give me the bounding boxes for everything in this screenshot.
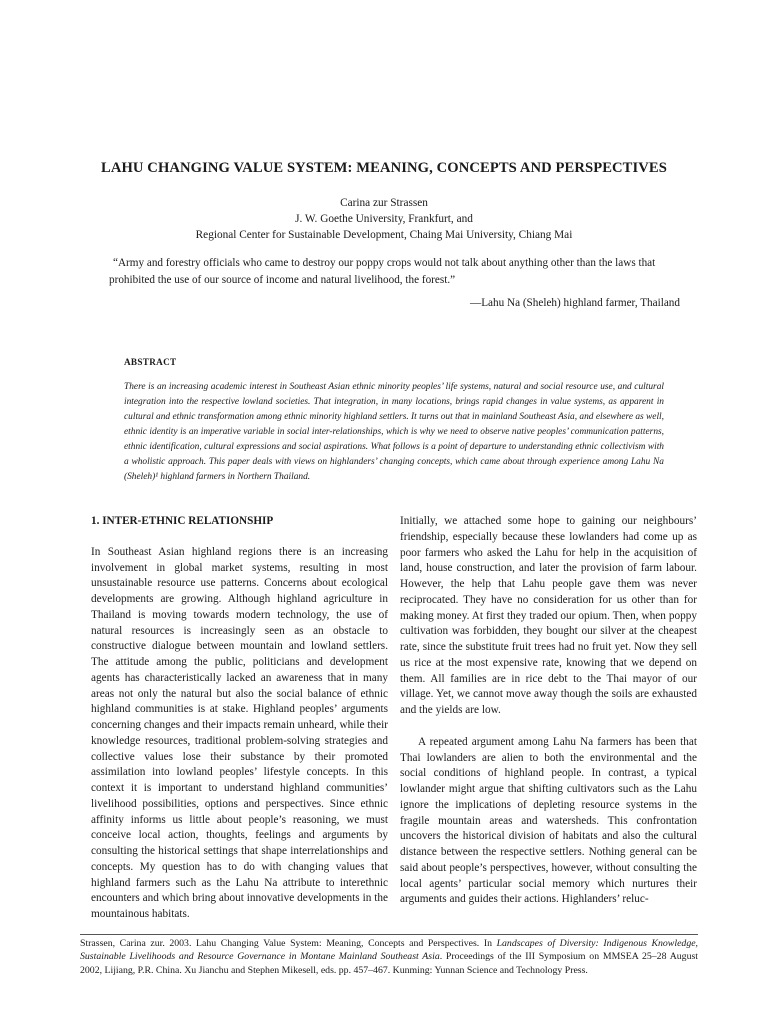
- body-paragraph: A repeated argument among Lahu Na farmers has been that Thai lowlanders are alien to both the environmental and the social conditions of highland people. In contrast, a typical lowlander might argue that shifting cultivators such as the Lahu ignore the implications of depleting resource systems in the fragile mountain areas and watersheds. This confrontation uncovers the historical division of habitats and also the cultural distance between the respective settlers. Nothing general can be said about people’s perspectives, however, without consulting the local agents’ particular social memory which nurtures their arguments and guides their actions. Highlanders’ reluc-: [400, 735, 697, 906]
- citation-lead: Strassen, Carina zur. 2003. Lahu Changing Value System: Meaning, Concepts and Perspectives. In: [80, 938, 497, 949]
- citation-footnote: [80, 937, 698, 977]
- body-paragraph: In Southeast Asian highland regions there is an increasing involvement in global market systems, resulting in most unsustainable resource use patterns. Concerns about ecological developments are growing. Although highland agriculture in Thailand is moving towards modern technology, the use of natural resources is increasingly seen as an obstacle to constructive dialogue between mountain and lowland settlers. The attitude among the public, politicians and development agents has characteristically lacked an awareness that in many areas not only the natural but also the social balance of ethnic highland communities is at stake. Highland peoples’ arguments concerning changes and their impacts remain unheard, while their knowledge resources, traditional problem-solving strategies and collective values lose their substance by their promoted assimilation into lowland peoples’ lifestyle concepts. In this context it is important to understand highland communities’ livelihood possibilities, options and perspectives. Since ethnic affinity informs us little about people’s reasoning, we must conceive local action, thoughts, feelings and arguments by consulting the historical settings that shape interrelationships and concepts. My question has to do with changing values that highland farmers such as the Lahu Na attribute to interethnic encounters and which bring about innovative developments in the mountainous habitats.: [91, 545, 388, 920]
- abstract-heading: ABSTRACT: [124, 357, 177, 367]
- author-affiliation: Regional Center for Sustainable Development, Chaing Mai University, Chiang Mai: [195, 228, 573, 241]
- right-column: [400, 514, 697, 908]
- author-name: Carina zur Strassen: [340, 197, 428, 209]
- abstract-body: There is an increasing academic interest in Southeast Asian ethnic minority peoples’ life systems, natural and social resource use, and cultural integration into the respective lowland societies. That integration, in many locations, brings rapid changes in value systems, as apparent in cultural and ethnic transformation among ethnic minority highland settlers. It turns out that in mainland Southeast Asia, and elsewhere as well, ethnic identity is an imperative variable in social inter-relationships, which is why we need to observe native peoples’ communication patterns, ethnic identification, cultural expressions and social aspirations. What follows is a point of departure to understanding ethnic collectivism with a wholistic approach. This paper deals with views on highlanders’ changing concepts, which came about through experience among Lahu Na (Sheleh)¹ highland farmers in Northern Thailand.: [124, 382, 664, 482]
- author-block: [60, 196, 708, 243]
- paper-title: LAHU CHANGING VALUE SYSTEM: MEANING, CONCEPTS AND PERSPECTIVES: [101, 160, 667, 176]
- left-column: [91, 514, 388, 923]
- section-heading: 1. INTER-ETHNIC RELATIONSHIP: [91, 515, 274, 527]
- epigraph-attribution: —Lahu Na (Sheleh) highland farmer, Thailand: [470, 297, 680, 309]
- citation-tail: . Proceedings of the III Symposium on MMSEA 25–28 August 2002, Lijiang, P.R. China. Xu Jianchu and Stephen Mikesell, eds. pp. 457–467. Kunming: Yunnan Science and Technology Press.: [80, 951, 698, 976]
- footnote-divider: [80, 934, 698, 935]
- epigraph-quote: “Army and forestry officials who came to destroy our poppy crops would not talk about anything other than the laws that prohibited the use of our source of income and natural livelihood, the forest.”: [109, 257, 656, 286]
- farmer-quote-paragraph: Initially, we attached some hope to gaining our neighbours’ friendship, especially because these lowlanders had come up as poor farmers who asked the Lahu for help in the acquisition of land, house construction, and later the provision of farm labour. However, the help that Lahu people gave them was never reciprocated. They have no consideration for us other than for making money. At first they traded our opium. Then, when poppy cultivation was forbidden, they bought our silver at the cheapest rate, since the substitute fruit trees had no fruit yet. Now they sell us rice at the most expensive rate, knowing that we depend on them. All families are in rice debt to the Thai mayor of our village. Yet, we cannot move away though the soils are exhausted and the yields are low.: [400, 515, 697, 716]
- citation-book-title: Landscapes of Diversity: Indigenous Knowledge, Sustainable Livelihoods and Resource Governance in Montane Mainland Southeast Asia: [80, 938, 699, 963]
- author-affiliation: J. W. Goethe University, Frankfurt, and: [295, 212, 473, 225]
